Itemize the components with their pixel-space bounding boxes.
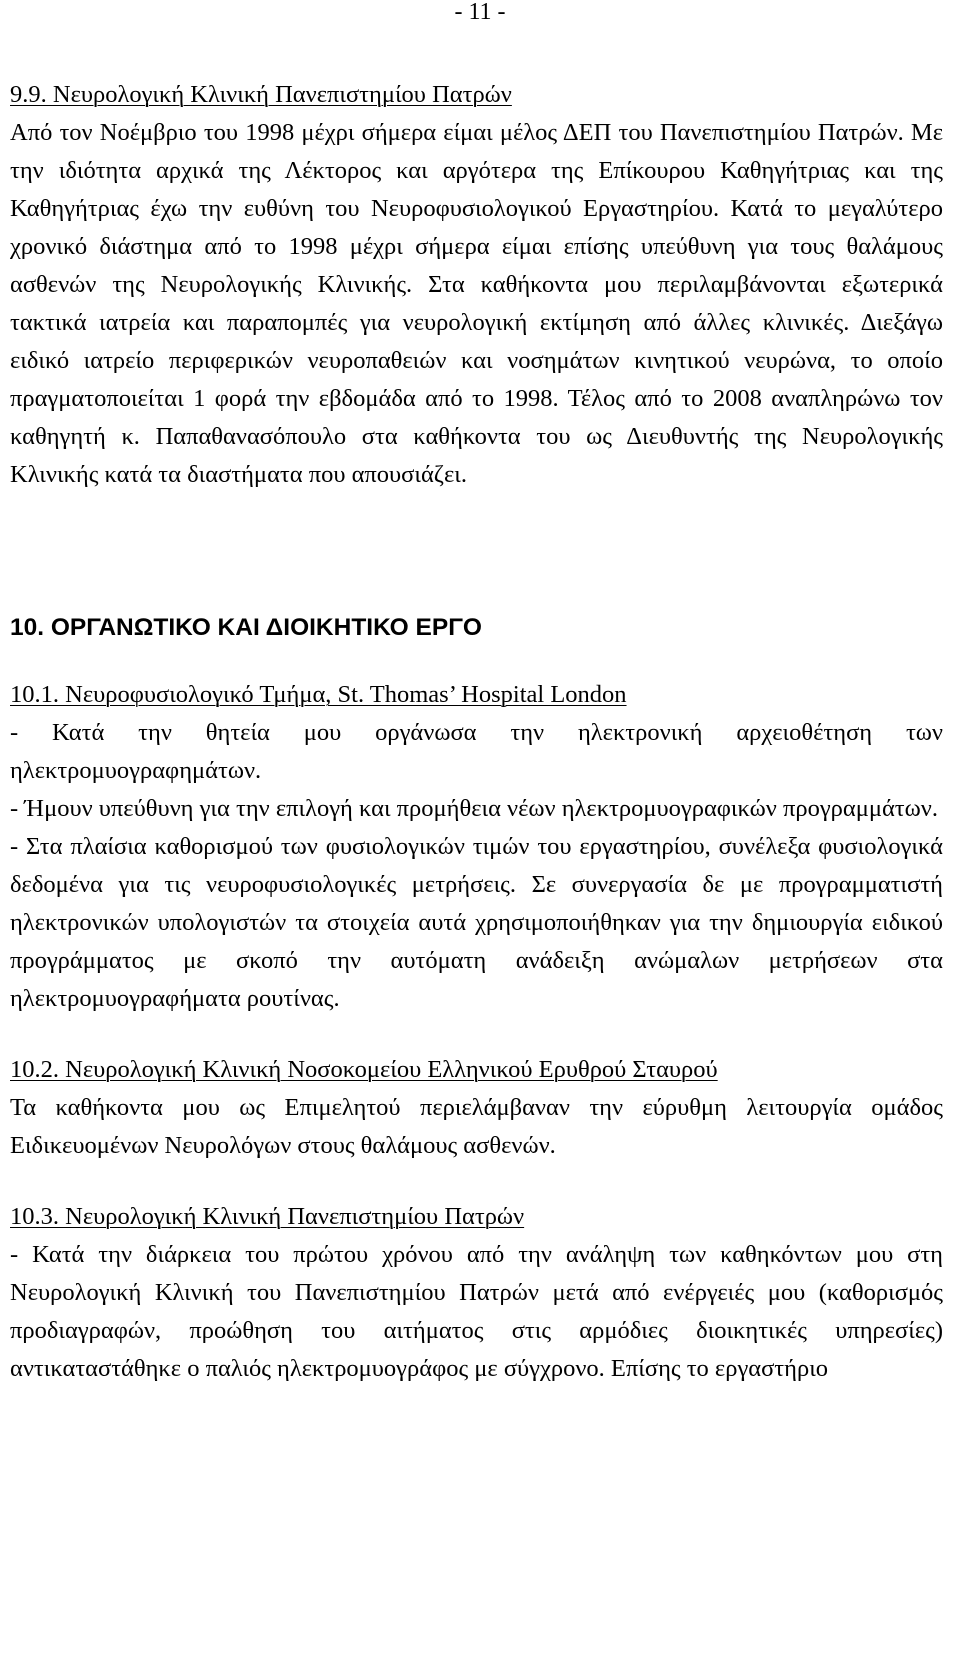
section-spacer [10, 647, 943, 676]
page-content [10, 76, 943, 1388]
section-spacer [10, 1165, 943, 1198]
section-9-9-heading: 9.9. Νευρολογική Κλινική Πανεπιστημίου Πατρών [10, 81, 512, 108]
section-10-1-heading: 10.1. Νευροφυσιολογικό Τμήμα, St. Thomas’ Hospital London [10, 681, 627, 708]
section-10-1-item: - Κατά την θητεία μου οργάνωσα την ηλεκτρονική αρχειοθέτηση των ηλεκτρομυογραφημάτων. [10, 719, 943, 784]
section-10-3-paragraph: - Κατά την διάρκεια του πρώτου χρόνου από την ανάληψη των καθηκόντων μου στη Νευρολογική Κλινική του Πανεπιστημίου Πατρών μετά από ενέργειές μου (καθορισμός προδιαγραφών, προώθηση του αιτήματος στις αρμόδιες διοικητικές υπηρεσίες) αντικαταστάθηκε ο παλιός ηλεκτρομυογράφος με σύγχρονο. Επίσης το εργαστήριο [10, 1241, 943, 1382]
section-spacer [10, 494, 943, 609]
section-10-1-item: - Στα πλαίσια καθορισμού των φυσιολογικών τιμών του εργαστηρίου, συνέλεξα φυσιολογικά δεδομένα για τις νευροφυσιολογικές μετρήσεις. Σε συνεργασία δε με προγραμματιστή ηλεκτρονικών υπολογιστών τα στοιχεία αυτά χρησιμοποιήθηκαν για την δημιουργία ειδικού προγράμματος με σκοπό την αυτόματη ανάδειξη ανώμαλων μετρήσεων στα ηλεκτρομυογραφήματα ρουτίνας. [10, 833, 943, 1012]
section-spacer [10, 1018, 943, 1051]
page-number: - 11 - [454, 0, 506, 25]
section-10-2-heading: 10.2. Νευρολογική Κλινική Νοσοκομείου Ελληνικού Ερυθρού Σταυρού [10, 1056, 718, 1083]
section-10-3-heading: 10.3. Νευρολογική Κλινική Πανεπιστημίου Πατρών [10, 1203, 525, 1230]
section-9-9-paragraph: Από τον Νοέμβριο του 1998 μέχρι σήμερα είμαι μέλος ΔΕΠ του Πανεπιστημίου Πατρών. Με την ιδιότητα αρχικά της Λέκτορος και αργότερα της Επίκουρου Καθηγήτριας και της Καθηγήτριας έχω την ευθύνη του Νευροφυσιολογικού Εργαστηρίου. Κατά το μεγαλύτερο χρονικό διάστημα από το 1998 μέχρι σήμερα είμαι επίσης υπεύθυνη για τους θαλάμους ασθενών της Νευρολογικής Κλινικής. Στα καθήκοντα μου περιλαμβάνονται εξωτερικά τακτικά ιατρεία και παραπομπές για νευρολογική εκτίμηση από άλλες κλινικές. Διεξάγω ειδικό ιατρείο περιφερικών νευροπαθειών και νοσημάτων κινητικού νευρώνα, το οποίο πραγματοποιείται 1 φορά την εβδομάδα από το 1998. Τέλος από το 2008 αναπληρώνω τον καθηγητή κ. Παπαθανασόπουλο στα καθήκοντα του ως Διευθυντής της Νευρολογικής Κλινικής κατά τα διαστήματα που απουσιάζει. [10, 119, 943, 488]
section-10-1-item: - Ήμουν υπεύθυνη για την επιλογή και προμήθεια νέων ηλεκτρομυογραφικών προγραμμάτων. [10, 795, 938, 822]
section-10-heading: 10. ΟΡΓΑΝΩΤΙΚΟ ΚΑΙ ΔΙΟΙΚΗΤΙΚΟ ΕΡΓΟ [10, 614, 482, 641]
section-10-2-paragraph: Τα καθήκοντα μου ως Επιμελητού περιελάμβαναν την εύρυθμη λειτουργία ομάδος Ειδικευομένων Νευρολόγων στους θαλάμους ασθενών. [10, 1094, 943, 1159]
